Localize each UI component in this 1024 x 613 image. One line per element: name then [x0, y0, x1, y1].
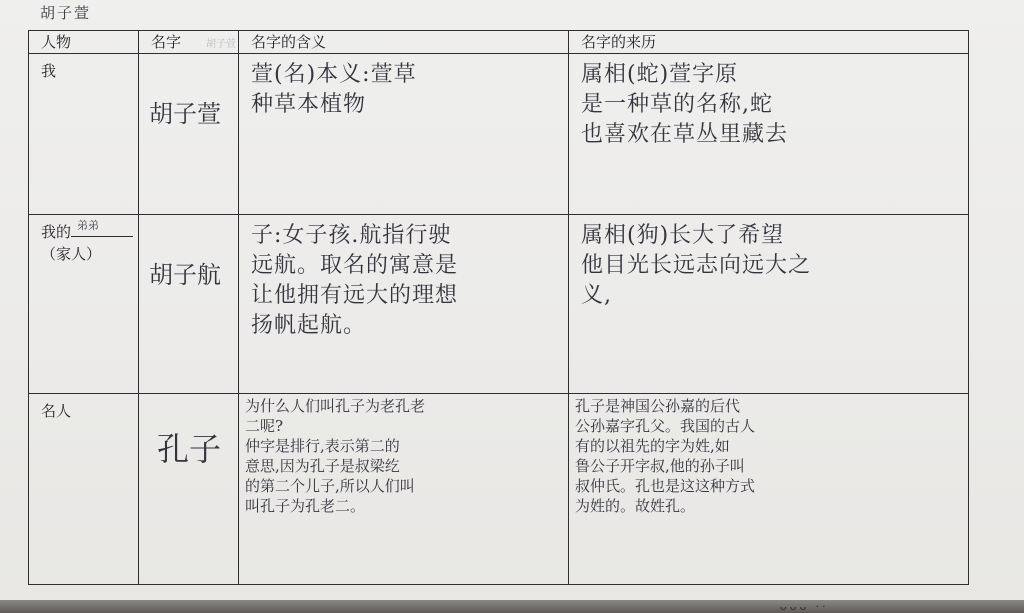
name-cell — [139, 394, 239, 585]
meaning-line: 让他拥有远大的理想 — [251, 283, 459, 308]
origin-line: 有的以祖先的字为姓,如 — [575, 437, 730, 455]
origin-line: 属相(蛇)萱字原 — [581, 62, 739, 87]
origin-line: 孔子是神国公孙嘉的后代 — [575, 397, 741, 415]
origin-line: 他目光长远志向远大之 — [581, 253, 812, 278]
header-name: 名字 — [139, 31, 239, 54]
origin-line: 叔仲氏。孔也是这这种方式 — [575, 477, 756, 495]
origin-cell — [569, 394, 969, 585]
origin-line: 义, — [581, 283, 612, 308]
origin-line: 也喜欢在草丛里藏去 — [581, 122, 789, 147]
name-table — [28, 30, 969, 585]
person-cell — [29, 54, 139, 215]
bottom-marks: ᴗᴗᴗ ·· — [780, 600, 829, 613]
meaning-cell — [239, 54, 569, 215]
person-cell — [29, 394, 139, 585]
origin-cell — [569, 215, 969, 394]
relation-text: 弟弟 — [77, 219, 100, 232]
person-sub-label: （家人） — [41, 245, 102, 263]
person-name: 孔子 — [157, 430, 222, 468]
origin-text — [569, 215, 968, 311]
meaning-line: 仲字是排行,表示第二的 — [245, 437, 400, 455]
person-name: 胡子萱 — [149, 100, 221, 128]
table-row — [29, 54, 969, 215]
origin-line: 是一种草的名称,蛇 — [581, 92, 773, 117]
meaning-line: 为什么人们叫孔子为老孔老 — [245, 397, 426, 415]
meaning-cell — [239, 394, 569, 585]
meaning-line: 种草本植物 — [251, 92, 367, 117]
meaning-line: 的第二个儿子,所以人们叫 — [245, 477, 415, 495]
meaning-line: 子:女子孩.航指行驶 — [251, 223, 452, 248]
origin-line: 鲁公子开字叔,他的孙子叫 — [575, 457, 745, 475]
table-surface — [0, 600, 1024, 613]
table-row — [29, 215, 969, 394]
meaning-text — [239, 54, 568, 120]
meaning-line: 萱(名)本义:萱草 — [251, 62, 417, 87]
name-cell — [139, 215, 239, 394]
origin-cell — [569, 54, 969, 215]
meaning-text — [239, 215, 568, 341]
meaning-line: 扬帆起航。 — [251, 313, 367, 338]
person-label — [29, 215, 138, 243]
meaning-line: 叫孔子为孔老二。 — [245, 497, 366, 515]
origin-line: 为姓的。故姓孔。 — [575, 497, 696, 515]
person-label-text: 我的 — [41, 223, 72, 241]
header-origin: 名字的来历 — [569, 31, 969, 54]
meaning-line: 远航。取名的寓意是 — [251, 253, 459, 278]
origin-line: 公孙嘉字孔父。我国的古人 — [575, 417, 756, 435]
person-label: 我 — [41, 62, 57, 80]
person-cell — [29, 215, 139, 394]
origin-text — [569, 394, 968, 516]
header-row — [29, 31, 969, 54]
faint-name-mark: 胡子萱 — [206, 39, 236, 50]
person-name: 胡子航 — [149, 261, 221, 289]
name-cell — [139, 54, 239, 215]
table-row — [29, 394, 969, 585]
author-name: 胡子萱 — [40, 4, 92, 22]
meaning-cell — [239, 215, 569, 394]
relation-blank — [71, 221, 133, 237]
person-label: 名人 — [41, 402, 72, 420]
origin-line: 属相(狗)长大了希望 — [581, 223, 785, 248]
meaning-line: 意思,因为孔子是叔梁纥 — [245, 457, 400, 475]
meaning-line: 二呢? — [245, 417, 284, 435]
header-person: 人物 — [29, 31, 139, 54]
origin-text — [569, 54, 968, 150]
header-meaning: 名字的含义 — [239, 31, 569, 54]
meaning-text — [239, 394, 568, 516]
